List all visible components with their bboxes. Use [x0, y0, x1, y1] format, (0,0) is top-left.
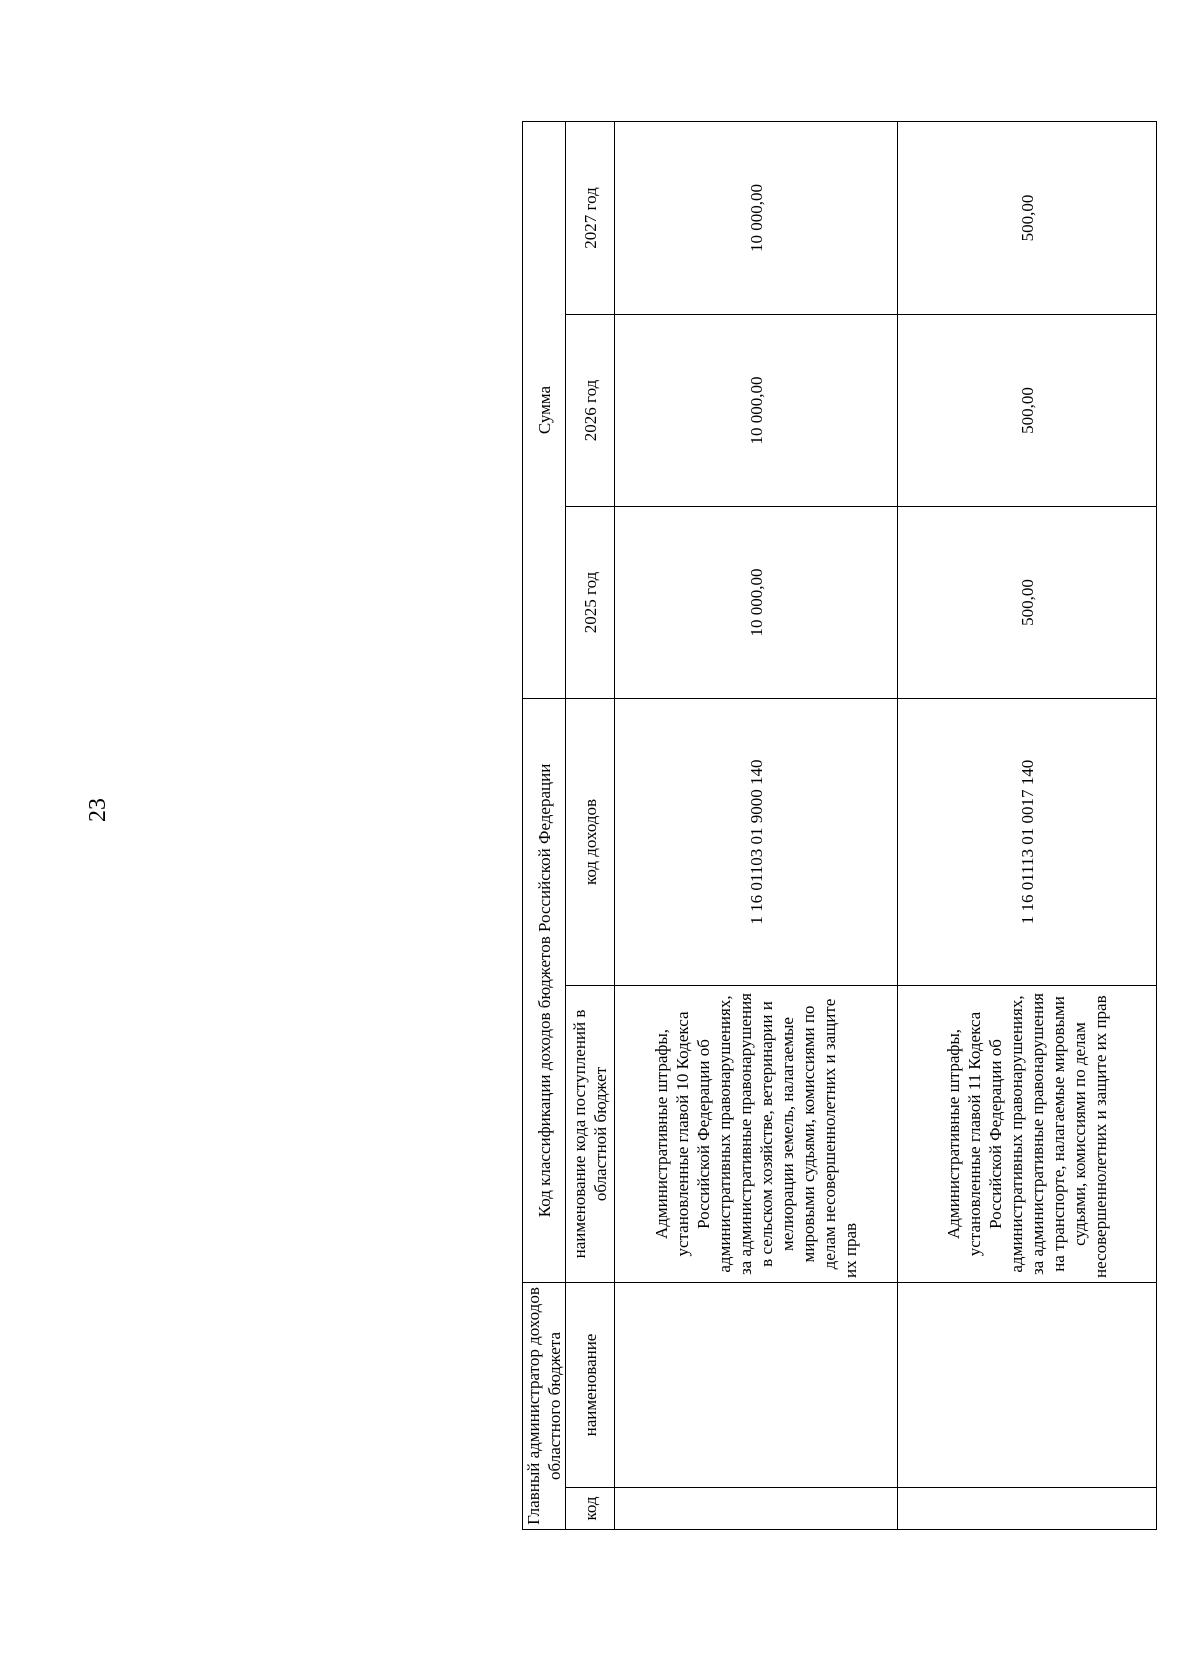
- cell-amount-2026: 10 000,00: [615, 314, 898, 506]
- cell-admin-code: [615, 1488, 898, 1530]
- cell-revenue-code: 1 16 01113 01 0017 140: [898, 698, 1157, 985]
- cell-amount-2027: 500,00: [898, 121, 1157, 314]
- header-col-2025: 2025 год: [566, 506, 615, 698]
- rotated-table-container: [522, 122, 1200, 1530]
- cell-amount-2025: 10 000,00: [615, 506, 898, 698]
- revenue-table: [522, 121, 1157, 1530]
- cell-amount-2026: 500,00: [898, 314, 1157, 506]
- header-col-revenue-name: наименование кода поступлений в областной бюджет: [566, 986, 615, 1283]
- cell-admin-name: [898, 1283, 1157, 1488]
- header-col-revenue-code: код доходов: [566, 698, 615, 985]
- header-col-name: наименование: [566, 1283, 615, 1488]
- header-row-columns: [566, 121, 615, 1529]
- header-col-code: код: [566, 1488, 615, 1530]
- header-col-2027: 2027 год: [566, 121, 615, 314]
- header-sum-group: Сумма: [523, 121, 566, 698]
- cell-admin-name: [615, 1283, 898, 1488]
- header-admin-group: Главный администратор доходов областного бюджета: [523, 1283, 566, 1530]
- cell-amount-2025: 500,00: [898, 506, 1157, 698]
- cell-admin-code: [898, 1488, 1157, 1530]
- cell-amount-2027: 10 000,00: [615, 121, 898, 314]
- page-number: 23: [84, 798, 111, 822]
- header-col-2026: 2026 год: [566, 314, 615, 506]
- header-classification-group: Код классификации доходов бюджетов Российской Федерации: [523, 698, 566, 1282]
- table-row: [898, 121, 1157, 1529]
- table-row: [615, 121, 898, 1529]
- cell-revenue-name: Административные штрафы, установленные главой 10 Кодекса Российской Федерации об административных правонарушениях, за административные правонарушения в сельском хозяйстве, ветеринарии и мелиорации земель, налагаемые мировыми судьями, комиссиями по делам несовершеннолетних и защите их прав: [615, 986, 898, 1283]
- cell-revenue-name: Административные штрафы, установленные главой 11 Кодекса Российской Федерации об административных правонарушениях, за административные правонарушения на транспорте, налагаемые мировыми судьями, комиссиями по делам несовершеннолетних и защите их прав: [898, 986, 1157, 1283]
- header-row-groups: [523, 121, 566, 1529]
- cell-revenue-code: 1 16 01103 01 9000 140: [615, 698, 898, 985]
